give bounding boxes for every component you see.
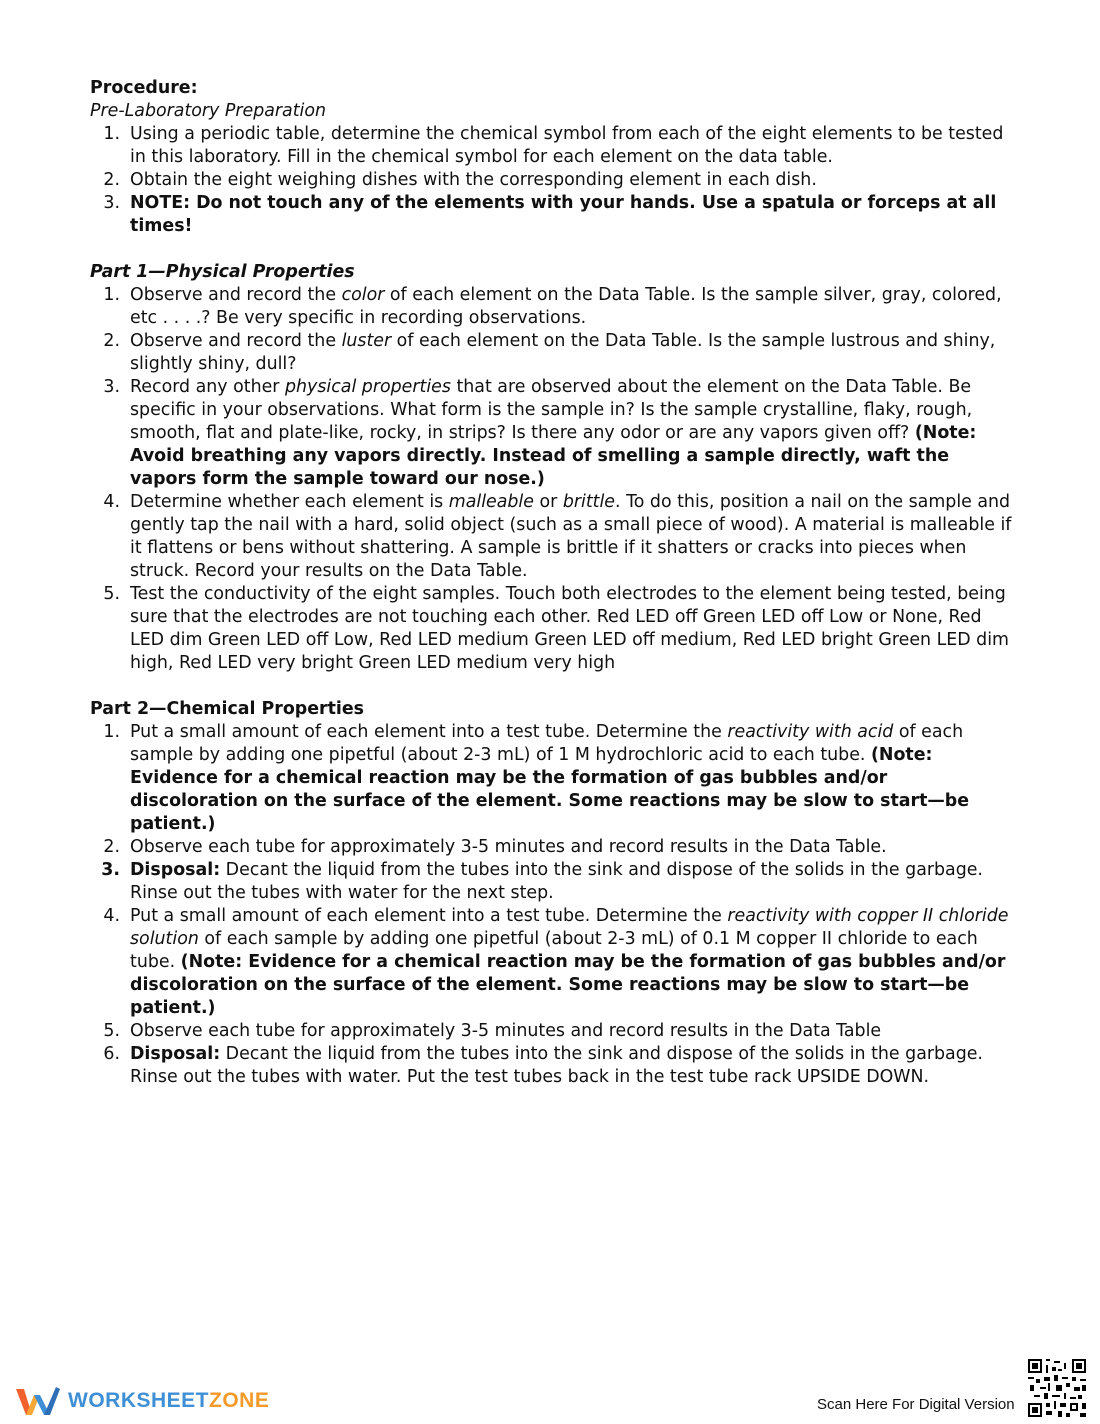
procedure-document: [90, 77, 1020, 1089]
part1-list: [90, 284, 1020, 675]
part1-section: [90, 261, 1020, 675]
list-item: 2. Obtain the eight weighing dishes with the corresponding element in each dish.: [103, 170, 817, 190]
part2-list: [90, 721, 1020, 1089]
list-item: 5. Test the conductivity of the eight samples. Touch both electrodes to the element being tested, being sure that the electrodes are not touching each other. Red LED off Green LED off Low or None, Red LED dim Green LED off Low, Red LED medium Green LED off medium, Red LED bright Green LED dim high, Red LED very bright Green LED medium very high: [103, 584, 1009, 673]
part2-title: Part 2—Chemical Properties: [90, 699, 365, 719]
logo-wordmark: WORKSHEETZONE: [68, 1389, 270, 1412]
safety-note: NOTE: Do not touch any of the elements with your hands. Use a spatula or forceps at all times!: [130, 193, 997, 236]
procedure-heading: Procedure:: [90, 78, 198, 98]
list-item: 1. Put a small amount of each element into a test tube. Determine the reactivity with acid of each sample by adding one pipetful (about 2-3 mL) of 1 M hydrochloric acid to each tube. (Note: Evidence for a chemical reaction may be the formation of gas bubbles and/or discoloration on the surface of the element. Some reactions may be slow to start—be patient.): [103, 722, 970, 834]
list-item: 2. Observe and record the luster of each element on the Data Table. Is the sample lustrous and shiny, slightly shiny, dull?: [103, 331, 996, 374]
qr-code-icon[interactable]: [1028, 1359, 1086, 1417]
list-item: 4. Determine whether each element is malleable or brittle. To do this, position a nail on the sample and gently tap the nail with a hard, solid object (such as a small piece of wood). A material is malleable if it flattens or bens without shattering. A sample is brittle if it shatters or cracks into pieces when struck. Record your results on the Data Table.: [103, 492, 1012, 581]
list-item: 1. Observe and record the color of each element on the Data Table. Is the sample silver, gray, colored, etc . . . .? Be very specific in recording observations.: [103, 285, 1002, 328]
worksheetzone-logo[interactable]: [14, 1383, 269, 1419]
list-item: 2. Observe each tube for approximately 3-5 minutes and record results in the Data Table.: [103, 837, 887, 857]
list-item: 6. Disposal: Decant the liquid from the tubes into the sink and dispose of the solids in the garbage. Rinse out the tubes with water. Put the test tubes back in the test tube rack UPSIDE DOWN.: [103, 1044, 983, 1087]
list-item: 5. Observe each tube for approximately 3-5 minutes and record results in the Data Table: [103, 1021, 882, 1041]
list-item: 3. Record any other physical properties that are observed about the element on the Data Table. Be specific in your observations. What form is the sample in? Is the sample crystalline, flaky, rough, smooth, flat and plate-like, rocky, in strips? Is there any odor or are any vapors given off? (Note: Avoid breathing any vapors directly. Instead of smelling a sample directly, waft the vapors form the sample toward our nose.): [103, 377, 977, 489]
worksheetzone-logo-icon: [14, 1383, 60, 1419]
list-item: 4. Put a small amount of each element into a test tube. Determine the reactivity with copper II chloride solution of each sample by adding one pipetful (about 2-3 mL) of 0.1 M copper II chloride to each tube. (Note: Evidence for a chemical reaction may be the formation of gas bubbles and/or discoloration on the surface of the element. Some reactions may be slow to start—be patient.): [103, 906, 1009, 1018]
list-item: 1. Using a periodic table, determine the chemical symbol from each of the eight elements to be tested in this laboratory. Fill in the chemical symbol for each element on the data table.: [103, 124, 1004, 167]
pre-lab-list: [90, 123, 1020, 238]
list-item: 3. NOTE: Do not touch any of the elements with your hands. Use a spatula or forceps at all times!: [103, 193, 997, 236]
list-item: 3. Disposal: Decant the liquid from the tubes into the sink and dispose of the solids in the garbage. Rinse out the tubes with water for the next step.: [101, 860, 983, 903]
pre-lab-title: Pre-Laboratory Preparation: [90, 101, 327, 121]
scan-caption: Scan Here For Digital Version: [817, 1396, 1015, 1413]
part2-section: [90, 698, 1020, 1089]
part1-title: Part 1—Physical Properties: [90, 262, 355, 282]
